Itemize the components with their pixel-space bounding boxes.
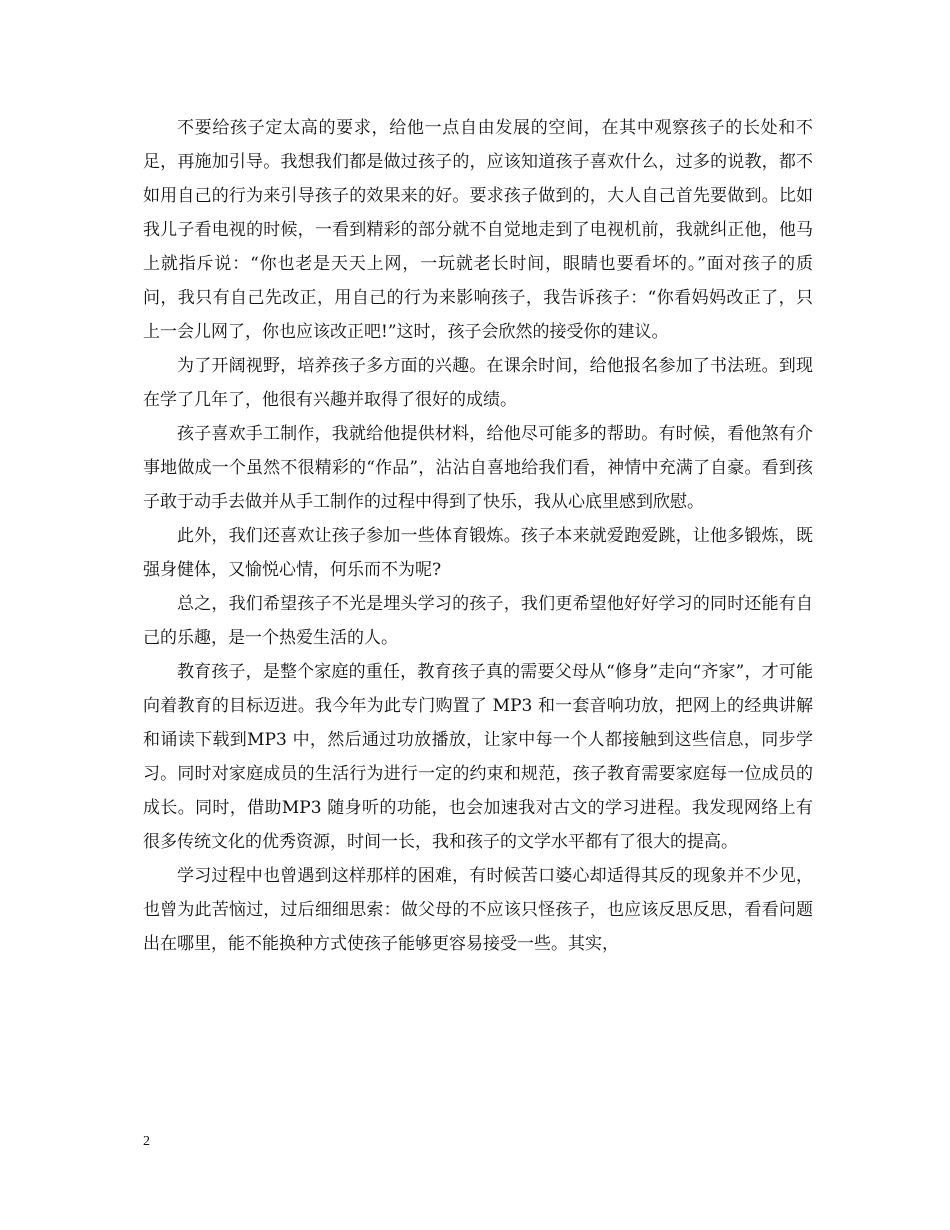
document-body — [143, 111, 813, 961]
paragraph-3: 孩子喜欢手工制作，我就给他提供材料，给他尽可能多的帮助。有时候，看他煞有介事地做成一个虽然不很精彩的“作品”，沾沾自喜地给我们看，神情中充满了自豪。看到孩子敢于动手去做并从手工制作的过程中得到了快乐，我从心底里感到欣慰。 — [143, 424, 813, 512]
paragraph-4: 此外，我们还喜欢让孩子参加一些体育锻炼。孩子本来就爱跑爱跳，让他多锻炼，既强身健体，又愉悦心情，何乐而不为呢? — [143, 526, 813, 580]
paragraph-7: 学习过程中也曾遇到这样那样的困难，有时候苦口婆心却适得其反的现象并不少见，也曾为此苦恼过，过后细细思索：做父母的不应该只怪孩子，也应该反思反思，看看问题出在哪里，能不能换种方式使孩子能够更容易接受一些。其实， — [143, 866, 813, 954]
paragraph-2: 为了开阔视野，培养孩子多方面的兴趣。在课余时间，给他报名参加了书法班。到现在学了几年了，他很有兴趣并取得了很好的成绩。 — [143, 356, 813, 410]
paragraph-6: 教育孩子，是整个家庭的重任，教育孩子真的需要父母从“修身”走向“齐家”，才可能向着教育的目标迈进。我今年为此专门购置了 MP3 和一套音响功放，把网上的经典讲解和诵读下载到MP3 中，然后通过功放播放，让家中每一个人都接触到这些信息，同步学习。同时对家庭成员的生活行为进行一定的约束和规范，孩子教育需要家庭每一位成员的成长。同时，借助MP3 随身听的功能，也会加速我对古文的学习进程。我发现网络上有很多传统文化的优秀资源，时间一长，我和孩子的文学水平都有了很大的提高。 — [143, 662, 813, 852]
paragraph-5: 总之，我们希望孩子不光是埋头学习的孩子，我们更希望他好好学习的同时还能有自己的乐趣，是一个热爱生活的人。 — [143, 594, 813, 648]
page-number: 2 — [143, 1134, 150, 1149]
paragraph-1: 不要给孩子定太高的要求，给他一点自由发展的空间，在其中观察孩子的长处和不足，再施加引导。我想我们都是做过孩子的，应该知道孩子喜欢什么，过多的说教，都不如用自己的行为来引导孩子的效果来的好。要求孩子做到的，大人自己首先要做到。比如我儿子看电视的时候，一看到精彩的部分就不自觉地走到了电视机前，我就纠正他，他马上就指斥说：“你也老是天天上网，一玩就老长时间，眼睛也要看坏的。”面对孩子的质问，我只有自己先改正，用自己的行为来影响孩子，我告诉孩子：“你看妈妈改正了，只上一会儿网了，你也应该改正吧!”这时，孩子会欣然的接受你的建议。 — [143, 118, 813, 342]
